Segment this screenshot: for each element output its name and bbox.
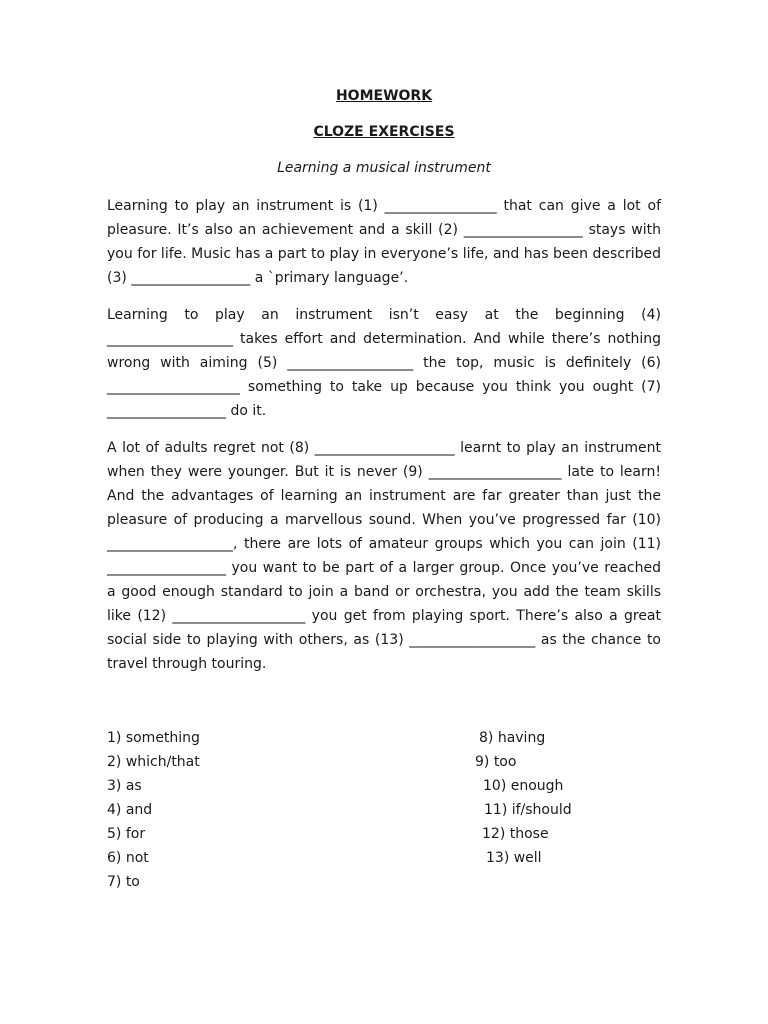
paragraph-1: Learning to play an instrument is (1) ________________ that can give a lot of pleasure. It’s also an achievement and a skill (2) _________________ stays with you for life. Music has a part to play in everyone’s life, and has been described (3) _________________ a `primary language’. [107,198,661,286]
answer-item-13: 13) well [486,850,542,866]
section-title: CLOZE EXERCISES [313,124,455,140]
page-title: HOMEWORK [335,88,433,104]
answer-item-1: 1) something [107,730,200,746]
paragraph-2: Learning to play an instrument isn’t easy at the beginning (4) __________________ takes effort and determination. And while there’s nothing wrong with aiming (5) __________________ the top, music is definitely (6) ___________________ something to take up because you think you ought (7) _________________ do it. [107,307,661,419]
answer-item-7: 7) to [107,874,140,890]
answer-item-10: 10) enough [483,778,564,794]
answer-item-6: 6) not [107,850,149,866]
answer-item-4: 4) and [107,802,153,818]
paragraph-3: A lot of adults regret not (8) ____________________ learnt to play an instrument when they were younger. But it is never (9) ___________________ late to learn! And the advantages of learning an instrument are far greater than just the pleasure of producing a marvellous sound. When you’ve progressed far (10) __________________, there are lots of amateur groups which you can join (11) _________________ you want to be part of a larger group. Once you’ve reached a good enough standard to join a band or orchestra, you add the team skills like (12) ___________________ you get from playing sport. There’s also a great social side to playing with others, as (13) __________________ as the chance to travel through touring. [107,440,661,672]
answer-item-8: 8) having [479,730,546,746]
answer-item-9: 9) too [475,754,517,770]
answer-item-3: 3) as [107,778,142,794]
answer-item-11: 11) if/should [484,802,572,818]
exercise-topic: Learning a musical instrument [277,160,491,176]
answer-item-5: 5) for [107,826,146,842]
answer-item-12: 12) those [482,826,549,842]
answer-item-2: 2) which/that [107,754,200,770]
